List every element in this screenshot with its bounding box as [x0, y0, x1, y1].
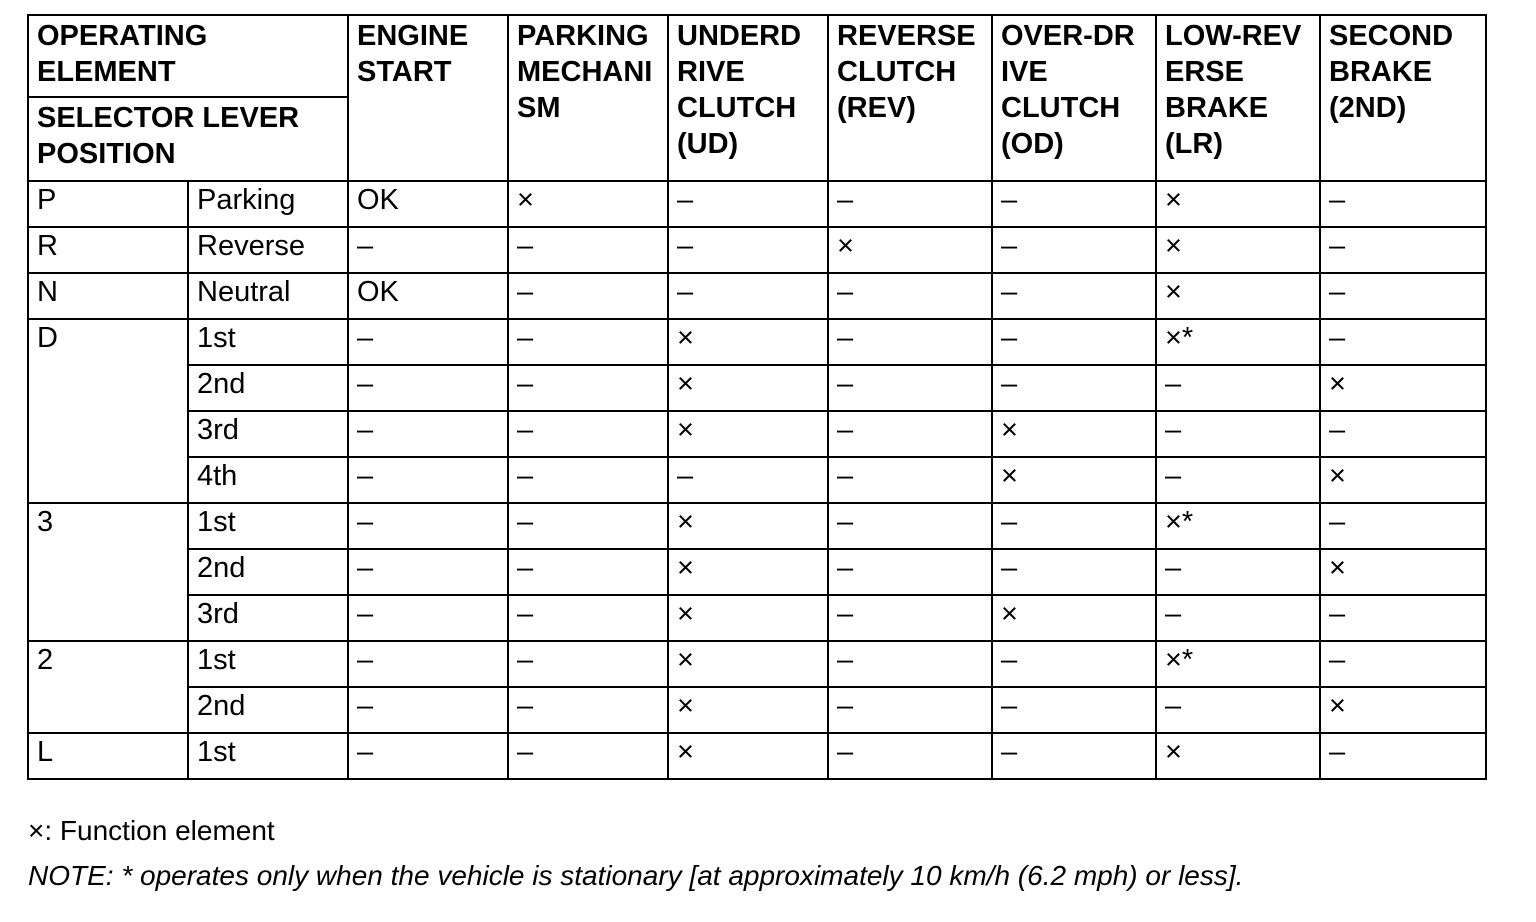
status-cell: – [508, 641, 668, 687]
status-cell: – [508, 457, 668, 503]
status-cell: × [668, 319, 828, 365]
col-header-reverse-clutch: REVERSE CLUTCH (REV) [828, 15, 992, 181]
status-cell: – [508, 733, 668, 779]
gear-cell: 3rd [188, 411, 348, 457]
col-header-parking-mechanism: PARKING MECHANI SM [508, 15, 668, 181]
status-cell: – [828, 319, 992, 365]
status-cell: – [992, 503, 1156, 549]
status-cell: – [1320, 227, 1486, 273]
status-cell: – [828, 411, 992, 457]
status-cell: × [1156, 733, 1320, 779]
status-cell: – [508, 549, 668, 595]
status-cell: – [992, 687, 1156, 733]
status-cell: × [1320, 549, 1486, 595]
status-cell: – [992, 733, 1156, 779]
status-cell: – [828, 595, 992, 641]
status-cell: – [992, 549, 1156, 595]
status-cell: × [992, 411, 1156, 457]
status-cell: – [348, 687, 508, 733]
table-row [28, 641, 1486, 687]
status-cell: × [1156, 181, 1320, 227]
status-cell: – [348, 365, 508, 411]
gear-cell: 4th [188, 457, 348, 503]
status-cell: – [828, 503, 992, 549]
status-cell: – [828, 181, 992, 227]
selector-position-cell: L [28, 733, 188, 779]
gear-cell: Reverse [188, 227, 348, 273]
status-cell: – [992, 227, 1156, 273]
status-cell: × [992, 595, 1156, 641]
table-row [28, 319, 1486, 365]
status-cell: – [348, 319, 508, 365]
status-cell: – [828, 457, 992, 503]
table-row [28, 595, 1486, 641]
status-cell: – [1320, 319, 1486, 365]
status-cell: OK [348, 273, 508, 319]
status-cell: – [1156, 595, 1320, 641]
col-header-underdrive-clutch: UNDERD RIVE CLUTCH (UD) [668, 15, 828, 181]
legend-text: ×: Function element [28, 815, 275, 846]
table-row [28, 457, 1486, 503]
status-cell: – [508, 273, 668, 319]
status-cell: – [992, 365, 1156, 411]
status-cell: × [668, 641, 828, 687]
gear-cell: 1st [188, 733, 348, 779]
status-cell: × [668, 549, 828, 595]
gear-cell: 2nd [188, 549, 348, 595]
table-row [28, 181, 1486, 227]
status-cell: – [828, 549, 992, 595]
status-cell: × [668, 365, 828, 411]
status-cell: – [1156, 411, 1320, 457]
status-cell: – [828, 273, 992, 319]
status-cell: × [1320, 365, 1486, 411]
status-cell: ×* [1156, 319, 1320, 365]
status-cell: – [828, 365, 992, 411]
gear-cell: 3rd [188, 595, 348, 641]
status-cell: ×* [1156, 641, 1320, 687]
status-cell: – [508, 319, 668, 365]
table-row [28, 273, 1486, 319]
table-row [28, 687, 1486, 733]
status-cell: – [508, 365, 668, 411]
operating-element-header: OPERATING ELEMENT [28, 15, 348, 97]
selector-position-cell: 2 [28, 641, 188, 733]
status-cell: – [1156, 549, 1320, 595]
status-cell: – [348, 227, 508, 273]
status-cell: – [508, 595, 668, 641]
status-cell: × [668, 687, 828, 733]
gear-cell: Neutral [188, 273, 348, 319]
status-cell: – [1156, 365, 1320, 411]
selector-position-cell: D [28, 319, 188, 503]
status-cell: – [348, 595, 508, 641]
status-cell: × [992, 457, 1156, 503]
gear-cell: Parking [188, 181, 348, 227]
selector-position-cell: 3 [28, 503, 188, 641]
status-cell: – [508, 411, 668, 457]
selector-position-cell: R [28, 227, 188, 273]
status-cell: – [348, 503, 508, 549]
status-cell: × [508, 181, 668, 227]
status-cell: – [348, 411, 508, 457]
status-cell: – [1320, 503, 1486, 549]
status-cell: × [668, 733, 828, 779]
status-cell: – [348, 733, 508, 779]
status-cell: – [1320, 733, 1486, 779]
status-cell: × [1156, 273, 1320, 319]
status-cell: × [828, 227, 992, 273]
status-cell: – [348, 641, 508, 687]
status-cell: × [668, 503, 828, 549]
table-row [28, 411, 1486, 457]
table-row [28, 549, 1486, 595]
col-header-low-reverse-brake: LOW-REV ERSE BRAKE (LR) [1156, 15, 1320, 181]
status-cell: – [828, 687, 992, 733]
status-cell: × [1320, 687, 1486, 733]
status-cell: – [668, 273, 828, 319]
table-row [28, 503, 1486, 549]
status-cell: – [668, 457, 828, 503]
status-cell: – [992, 273, 1156, 319]
gear-cell: 1st [188, 503, 348, 549]
status-cell: × [668, 595, 828, 641]
status-cell: – [1156, 457, 1320, 503]
operating-element-table [27, 14, 1487, 780]
table-body [28, 181, 1486, 779]
note-text: NOTE: * operates only when the vehicle is stationary [at approximately 10 km/h (6.2 mph) or less]. [28, 860, 1244, 891]
status-cell: × [1156, 227, 1320, 273]
status-cell: – [668, 227, 828, 273]
selector-lever-position-header: SELECTOR LEVER POSITION [28, 97, 348, 181]
gear-cell: 1st [188, 641, 348, 687]
status-cell: – [1320, 273, 1486, 319]
status-cell: – [992, 319, 1156, 365]
col-header-overdrive-clutch: OVER-DR IVE CLUTCH (OD) [992, 15, 1156, 181]
status-cell: × [668, 411, 828, 457]
status-cell: – [1320, 641, 1486, 687]
status-cell: – [508, 687, 668, 733]
status-cell: – [668, 181, 828, 227]
status-cell: – [348, 549, 508, 595]
status-cell: ×* [1156, 503, 1320, 549]
selector-position-cell: P [28, 181, 188, 227]
status-cell: – [1320, 595, 1486, 641]
status-cell: – [348, 457, 508, 503]
selector-position-cell: N [28, 273, 188, 319]
status-cell: – [508, 227, 668, 273]
status-cell: – [828, 641, 992, 687]
table-row [28, 227, 1486, 273]
status-cell: – [508, 503, 668, 549]
status-cell: – [1320, 181, 1486, 227]
gear-cell: 2nd [188, 687, 348, 733]
status-cell: OK [348, 181, 508, 227]
status-cell: – [828, 733, 992, 779]
status-cell: – [992, 181, 1156, 227]
status-cell: – [1156, 687, 1320, 733]
gear-cell: 1st [188, 319, 348, 365]
col-header-second-brake: SECOND BRAKE (2ND) [1320, 15, 1486, 181]
col-header-engine-start: ENGINE START [348, 15, 508, 181]
gear-cell: 2nd [188, 365, 348, 411]
status-cell: × [1320, 457, 1486, 503]
status-cell: – [1320, 411, 1486, 457]
status-cell: – [992, 641, 1156, 687]
table-row [28, 365, 1486, 411]
table-row [28, 733, 1486, 779]
